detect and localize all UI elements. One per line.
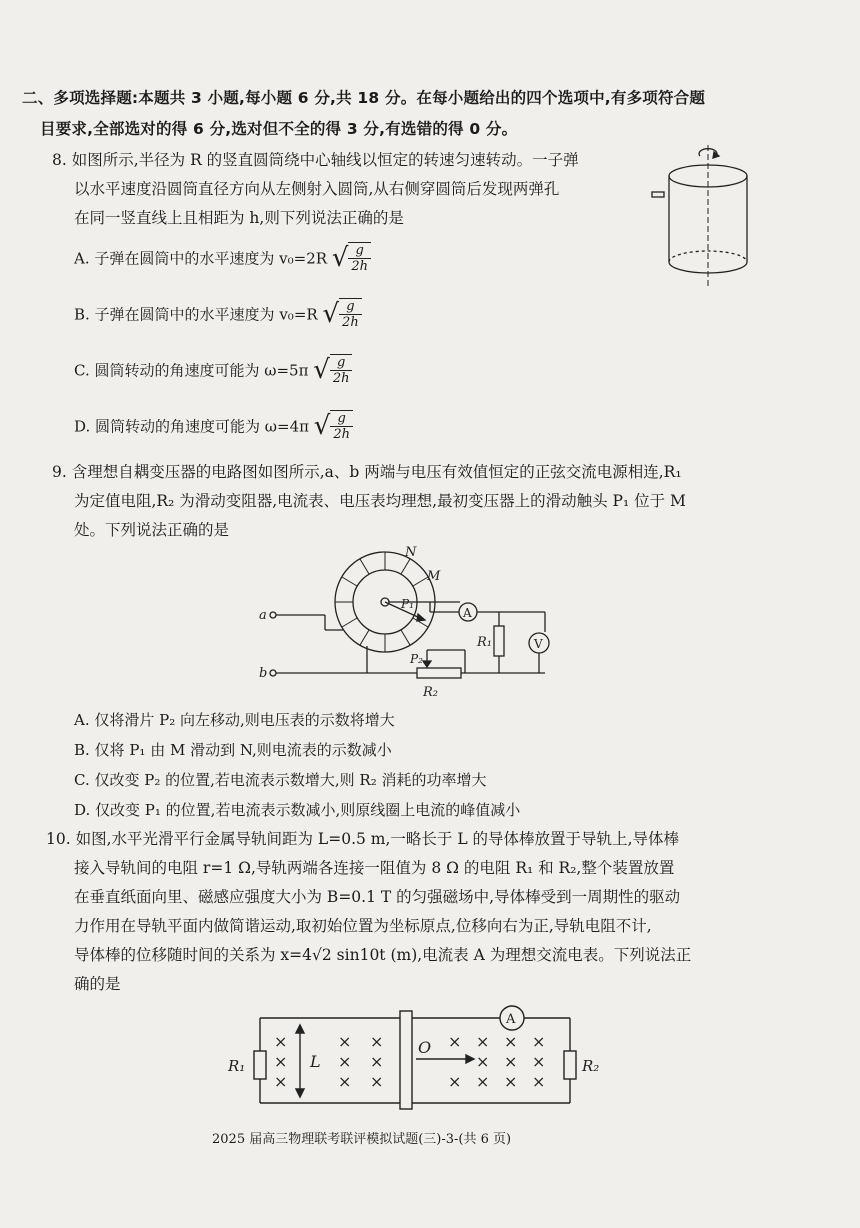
label-r1: R₁ — [228, 1057, 246, 1075]
label-r1: R₁ — [477, 635, 492, 650]
voltmeter-label: V — [534, 637, 543, 651]
q8-option-a-text: A. 子弹在圆筒中的水平速度为 v₀=2R — [74, 249, 328, 268]
q10-stem-line3: 在垂直纸面向里、磁感应强度大小为 B=0.1 T 的匀强磁场中,导体棒受到一周期性的驱动 — [74, 888, 681, 906]
svg-text:×: × — [338, 1032, 352, 1051]
q8-option-c[interactable] — [74, 354, 352, 386]
q8-option-d-text: D. 圆筒转动的角速度可能为 ω=4π — [74, 417, 309, 436]
q8-option-c-text: C. 圆筒转动的角速度可能为 ω=5π — [74, 361, 309, 380]
label-a: a — [259, 608, 267, 623]
q8-stem-line1: 8. 如图所示,半径为 R 的竖直圆筒绕中心轴线以恒定的转速匀速转动。一子弹 — [52, 151, 579, 169]
section-heading-line2: 目要求,全部选对的得 6 分,选对但不全的得 3 分,有选错的得 0 分。 — [40, 120, 518, 138]
q10-stem-line6: 确的是 — [74, 975, 121, 993]
svg-text:×: × — [476, 1072, 490, 1091]
ammeter-label: A — [506, 1012, 516, 1027]
svg-text:×: × — [532, 1052, 546, 1071]
cylinder-figure — [650, 140, 760, 290]
svg-text:×: × — [370, 1052, 384, 1071]
svg-text:×: × — [370, 1032, 384, 1051]
q8-option-b[interactable] — [74, 298, 362, 330]
q10-stem-line5: 导体棒的位移随时间的关系为 x=4√2 sin10t (m),电流表 A 为理想交流电表。下列说法正 — [74, 946, 692, 964]
sqrt-symbol: √ $\frac{g}{2h}$ — [313, 354, 352, 386]
svg-text:×: × — [504, 1072, 518, 1091]
label-o: O — [418, 1038, 432, 1057]
svg-text:×: × — [338, 1072, 352, 1091]
svg-text:×: × — [504, 1032, 518, 1051]
sqrt-symbol: √ $\frac{g}{2h}$ — [322, 298, 361, 330]
q9-option-b[interactable]: B. 仅将 P₁ 由 M 滑动到 N,则电流表的示数减小 — [74, 741, 392, 759]
q9-option-a[interactable]: A. 仅将滑片 P₂ 向左移动,则电压表的示数将增大 — [74, 711, 395, 729]
label-l: L — [310, 1052, 321, 1071]
svg-text:×: × — [448, 1072, 462, 1091]
label-n: N — [405, 545, 417, 560]
q8-stem-line2: 以水平速度沿圆筒直径方向从左侧射入圆筒,从右侧穿圆筒后发现两弹孔 — [74, 180, 560, 198]
section-heading-line1: 二、多项选择题:本题共 3 小题,每小题 6 分,共 18 分。在每小题给出的四个选项中,有多项符合题 — [22, 89, 706, 107]
q8-option-b-text: B. 子弹在圆筒中的水平速度为 v₀=R — [74, 305, 318, 324]
svg-text:×: × — [370, 1072, 384, 1091]
label-p2: P₂ — [410, 652, 423, 666]
q9-option-d[interactable]: D. 仅改变 P₁ 的位置,若电流表示数减小,则原线圈上电流的峰值减小 — [74, 801, 521, 819]
svg-text:×: × — [532, 1032, 546, 1051]
svg-text:×: × — [448, 1032, 462, 1051]
label-m: M — [427, 569, 441, 584]
svg-text:×: × — [274, 1052, 288, 1071]
label-b: b — [259, 666, 268, 681]
svg-text:×: × — [476, 1032, 490, 1051]
svg-text:×: × — [274, 1032, 288, 1051]
q9-stem-line3: 处。下列说法正确的是 — [74, 521, 230, 539]
label-p1: P₁ — [401, 597, 414, 611]
label-r2: R₂ — [582, 1057, 600, 1075]
q8-option-d[interactable] — [74, 410, 353, 442]
ammeter-label: A — [463, 606, 472, 620]
svg-text:×: × — [338, 1052, 352, 1071]
q10-stem-line1: 10. 如图,水平光滑平行金属导轨间距为 L=0.5 m,一略长于 L 的导体棒放置于导轨上,导体棒 — [46, 830, 679, 848]
transformer-circuit-figure — [255, 540, 555, 700]
label-r2: R₂ — [423, 685, 438, 700]
svg-text:×: × — [274, 1072, 288, 1091]
svg-text:×: × — [504, 1052, 518, 1071]
q8-stem-line3: 在同一竖直线上且相距为 h,则下列说法正确的是 — [74, 209, 404, 227]
q10-stem-line2: 接入导轨间的电阻 r=1 Ω,导轨两端各连接一阻值为 8 Ω 的电阻 R₁ 和 R₂,整个装置放置 — [74, 859, 675, 877]
rail-circuit-figure — [220, 1003, 610, 1113]
svg-text:×: × — [532, 1072, 546, 1091]
page-footer: 2025 届高三物理联考联评模拟试题(三)-3-(共 6 页) — [212, 1132, 512, 1147]
q8-option-a[interactable] — [74, 242, 371, 274]
sqrt-symbol: √ $\frac{g}{2h}$ — [314, 410, 353, 442]
svg-text:×: × — [476, 1052, 490, 1071]
q9-stem-line2: 为定值电阻,R₂ 为滑动变阻器,电流表、电压表均理想,最初变压器上的滑动触头 P₁ 位于 M — [74, 492, 686, 510]
q9-stem-line1: 9. 含理想自耦变压器的电路图如图所示,a、b 两端与电压有效值恒定的正弦交流电源相连,R₁ — [52, 463, 682, 481]
q9-option-c[interactable]: C. 仅改变 P₂ 的位置,若电流表示数增大,则 R₂ 消耗的功率增大 — [74, 771, 487, 789]
sqrt-symbol: √ $\frac{g}{2h}$ — [332, 242, 371, 274]
q10-stem-line4: 力作用在导轨平面内做简谐运动,取初始位置为坐标原点,位移向右为正,导轨电阻不计, — [74, 917, 652, 935]
